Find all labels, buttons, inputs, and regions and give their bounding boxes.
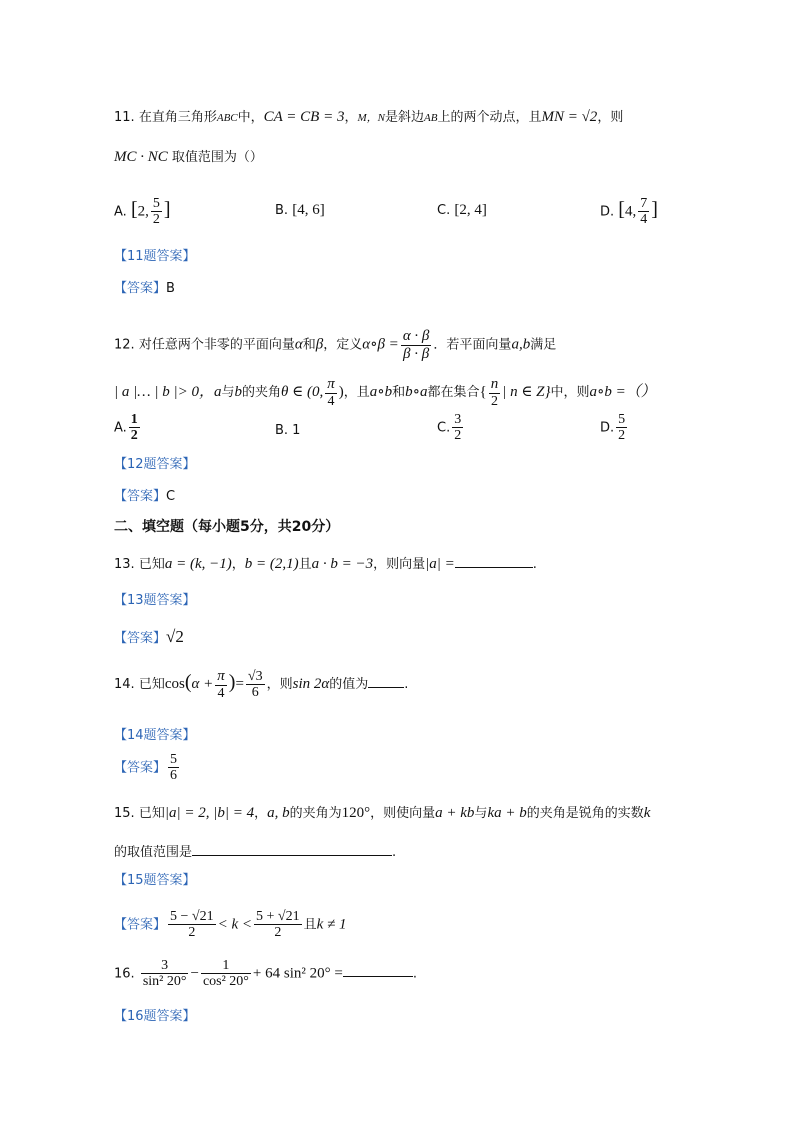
q11-line1: 11. 在直角三角形ABC中，CA = CB = 3，M，N是斜边AB上的两个动点，且MN = √2，则: [114, 109, 624, 125]
q12-line2: | a |… | b |> 0，a与b的夹角θ ∈ (0, $\frac{\pi}{4}$ )，且a∘b和b∘a都在集合{ $\frac{n}{2}$ | n ∈ Z}中，则a∘b =（）: [114, 376, 656, 409]
q16-line: 16. $\frac{3}{\text{sin² 20°}}$ − $\frac{1}{\text{cos² 20°}}$ + 64 sin² 20° = .: [114, 958, 417, 990]
q13-answer-section: 【13题答案】: [114, 593, 196, 608]
q12-answer-section: 【12题答案】: [114, 457, 196, 472]
q11-option-a: A. [2, $\frac{5}{2}$ ]: [114, 196, 171, 228]
q14-blank: [368, 677, 404, 688]
q15-answer-section: 【15题答案】: [114, 873, 196, 888]
q12-option-b: B. 1: [275, 423, 301, 438]
q11-option-b: B. [4, 6]: [275, 202, 325, 218]
q15-blank: [192, 845, 392, 856]
q13-answer: 【答案】√2: [114, 627, 184, 646]
q11-option-c: C. [2, 4]: [437, 202, 487, 218]
q12-line1: 12. 对任意两个非零的平面向量α和β，定义α∘β = $\frac{\alpha \cdot \beta}{\beta \cdot \beta}$ ．若平面向量a,b满足: [114, 328, 557, 362]
q11-number: 11.: [114, 110, 135, 125]
q12-answer: 【答案】C: [114, 489, 176, 504]
q14-line: 14. 已知cos(α + $\frac{\pi}{4}$ )= $\frac{√3}{6}$ ，则sin 2α的值为 .: [114, 668, 409, 701]
q11-answer-section: 【11题答案】: [114, 249, 196, 264]
q11-answer: 【答案】B: [114, 281, 175, 296]
q14-answer: 【答案】 $\frac{5}{6}$: [114, 752, 178, 784]
q11-option-d: D. [4, $\frac{7}{4}$ ]: [600, 196, 658, 228]
q12-option-a: A. $\frac{1}{2}$: [114, 412, 138, 444]
section-heading-fill-in: 二、填空题（每小题5分，共20分）: [114, 519, 340, 535]
q12-number: 12.: [114, 337, 135, 353]
q14-answer-section: 【14题答案】: [114, 728, 196, 743]
q12-option-d: D. $\frac{5}{2}$: [600, 412, 626, 444]
q13-line: 13. 已知a = (k, −1)，b = (2,1)且a · b = −3，则向量|a| = .: [114, 556, 537, 572]
q15-line1: 15. 已知|a| = 2, |b| = 4，a, b的夹角为120°，则使向量a + kb与ka + b的夹角是锐角的实数k: [114, 805, 651, 821]
q16-answer-section: 【16题答案】: [114, 1009, 196, 1024]
q15-line2: 的取值范围是 .: [114, 845, 397, 860]
q13-blank: [455, 557, 533, 568]
q11-line2: MC · NC 取值范围为（）: [114, 149, 263, 165]
q16-blank: [343, 966, 413, 977]
q15-answer: 【答案】 $\frac{5 - √21}{2}$ < k < $\frac{5 + √21}{2}$ 且k ≠ 1: [114, 909, 347, 941]
q12-option-c: C. $\frac{3}{2}$: [437, 412, 462, 444]
